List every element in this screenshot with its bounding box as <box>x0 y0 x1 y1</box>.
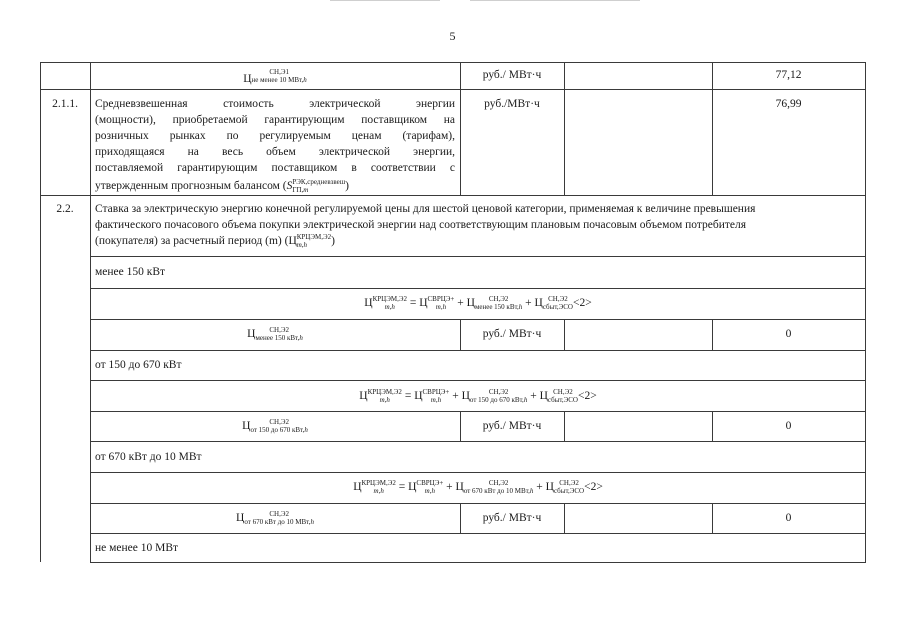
section-label: от 670 кВт до 10 МВт <box>95 451 202 463</box>
description-line: Средневзвешенная стоимость электрической энергии <box>95 98 455 110</box>
formula-equation: Ц КРЦЭМ,Э2 m,h = Ц СВРЦЭ+ m,h + Ц СН,Э2 менее 150 кВт,h + Ц СН,Э2 сбыт,ЭСО <2> <box>364 295 592 311</box>
page-number: 5 <box>449 29 456 43</box>
formula-tariff-150-670kvt: Ц СН,Э2 от 150 до 670 кВт,h <box>242 418 308 434</box>
unit-cell: руб./МВт·ч <box>484 98 540 110</box>
value-cell: 0 <box>785 512 792 524</box>
value-cell: 0 <box>785 420 792 432</box>
value-cell: 76,99 <box>775 98 802 110</box>
description-line: фактического почасового объема покупки электрической энергии над соответствующим плановым почасовым объемом потребителя <box>95 219 747 231</box>
description-line: приходящаяся на весь объем электрической энергии, <box>95 146 455 158</box>
value-cell: 77,12 <box>775 69 802 81</box>
formula-tariff-670kvt-10mvt: Ц СН,Э2 от 670 кВт до 10 МВт,h <box>236 510 314 526</box>
unit-cell: руб./ МВт·ч <box>482 328 542 340</box>
description-line: (мощности), приобретаемой гарантирующим поставщиком на <box>95 114 455 126</box>
row-number: 2.2. <box>56 203 74 215</box>
section-label: от 150 до 670 кВт <box>95 359 182 371</box>
description-line: (покупателя) за расчетный период (m) (Ц КРЦЭМ,Э2 m,h ) <box>95 233 335 249</box>
value-cell: 0 <box>785 328 792 340</box>
formula-equation: Ц КРЦЭМ,Э2 m,h = Ц СВРЦЭ+ m,h + Ц СН,Э2 от 150 до 670 кВт,h + Ц СН,Э2 сбыт,ЭСО <2> <box>359 388 597 404</box>
unit-cell: руб./ МВт·ч <box>482 512 542 524</box>
row-description <box>95 96 455 194</box>
formula-equation: Ц КРЦЭМ,Э2 m,h = Ц СВРЦЭ+ m,h + Ц СН,Э2 от 670 кВт до 10 МВт,h + Ц СН,Э2 сбыт,ЭСО <2> <box>353 479 603 495</box>
unit-cell: руб./ МВт·ч <box>482 69 542 81</box>
description-line: Ставка за электрическую энергию конечной регулируемой цены для шестой ценовой категории, применяемая к величине превышения <box>95 203 756 215</box>
section-label: менее 150 кВт <box>95 266 166 278</box>
row-number: 2.1.1. <box>52 98 78 110</box>
section-label: не менее 10 МВт <box>95 542 179 554</box>
description-line: розничных рынках по регулируемым ценам (тарифам), <box>95 130 455 142</box>
description-line: поставляемой гарантирующим поставщиком в соответствии с <box>95 162 455 174</box>
row-description <box>95 201 861 249</box>
formula-tariff-ne-menee-10mvt: Ц СН,Э1 не менее 10 МВт,h <box>243 68 307 85</box>
formula-tariff-menee-150kvt: Ц СН,Э2 менее 150 кВт,h <box>247 326 303 342</box>
tariff-table <box>40 62 866 562</box>
scan-artifact <box>330 0 440 1</box>
unit-cell: руб./ МВт·ч <box>482 420 542 432</box>
description-line: утвержденным прогнозным балансом (S РЭК,средневзвеш ГП,m ) <box>95 178 350 194</box>
scan-artifact <box>470 0 640 1</box>
